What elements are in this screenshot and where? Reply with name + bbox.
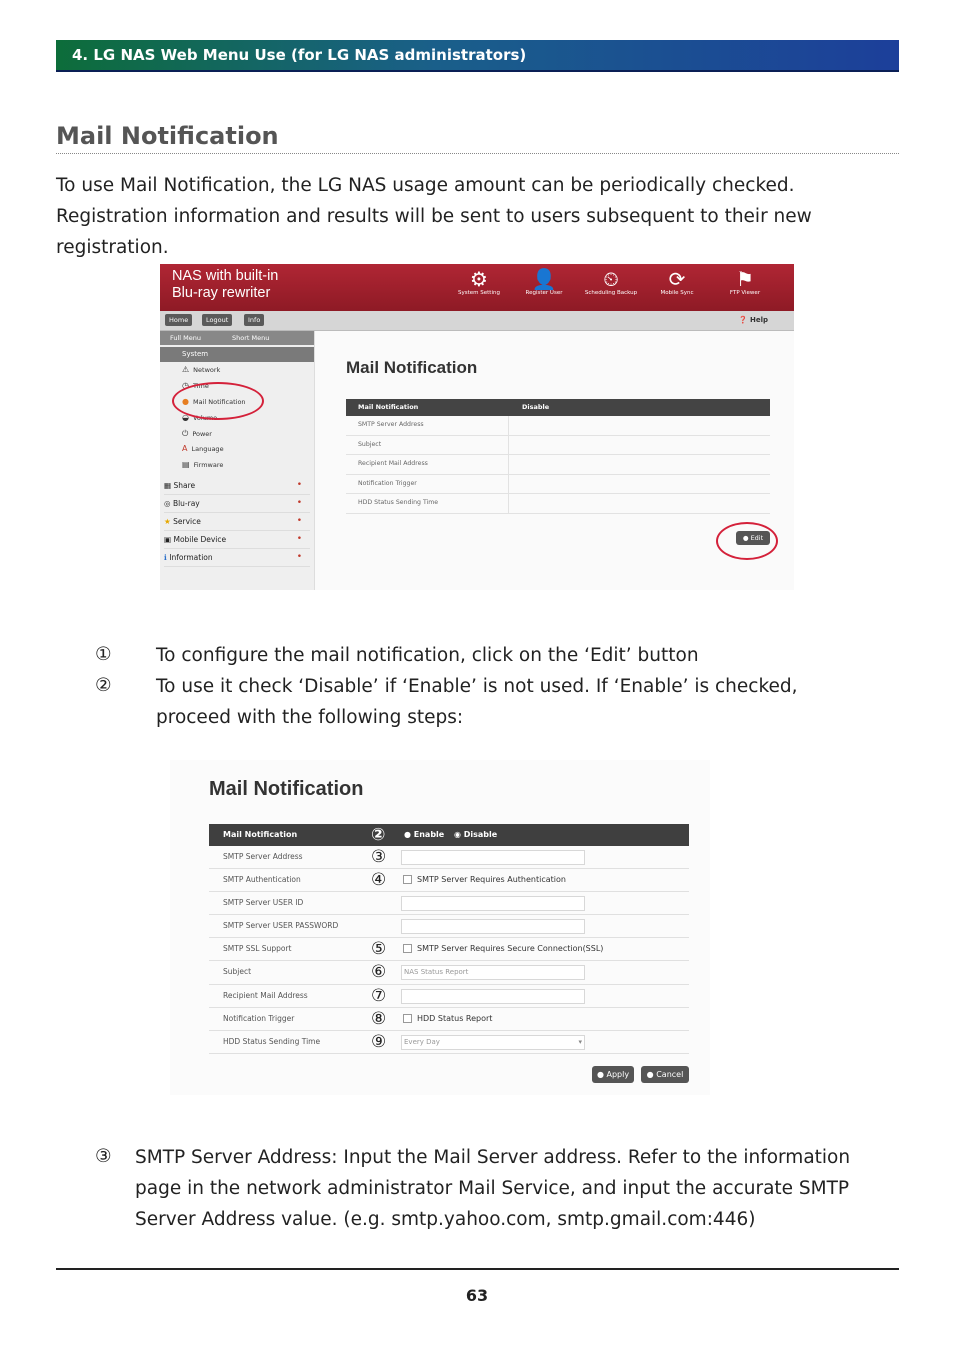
ftp-icon: ⚑: [736, 267, 754, 291]
form-row: SMTP Server USER ID: [209, 892, 689, 915]
recipient-mail-input[interactable]: [401, 989, 585, 1004]
expand-icon: •: [296, 552, 302, 562]
network-icon: ⚠: [182, 365, 190, 374]
nas-brand: NAS with built-in Blu-ray rewriter: [172, 268, 279, 301]
sidebar-item-mail-notification[interactable]: ● Mail Notification: [182, 397, 246, 406]
callout-marker: ③: [371, 847, 387, 867]
sidebar-item-language[interactable]: A Language: [182, 444, 224, 453]
nas-nav-bar: [160, 311, 794, 331]
mail-settings-form: [209, 824, 689, 1054]
sending-time-select[interactable]: Every Day ▾: [401, 1035, 585, 1050]
sidebar-item-mobile-device[interactable]: ▣ Mobile Device •: [164, 531, 310, 549]
section-banner: [56, 40, 899, 72]
page-title: Mail Notification: [56, 122, 279, 150]
device-icon: ▣: [164, 535, 174, 544]
home-link[interactable]: Home: [165, 314, 192, 326]
page-number: 63: [465, 1286, 489, 1305]
menu-tabs: [160, 331, 314, 345]
clock-icon: ◷: [182, 381, 189, 390]
info-icon: ℹ: [164, 553, 170, 562]
sidebar-item-bluray[interactable]: ◎ Blu-ray •: [164, 495, 310, 513]
power-icon: ⏻: [182, 429, 189, 438]
cancel-button[interactable]: ● Cancel: [641, 1066, 689, 1083]
volume-icon: ◒: [182, 413, 189, 422]
sidebar-item-power[interactable]: ⏻ Power: [182, 429, 212, 438]
expand-icon: •: [296, 534, 302, 544]
form-row: Notification Trigger ⑧ HDD Status Report: [209, 1008, 689, 1031]
smtp-server-address-input[interactable]: [401, 850, 585, 865]
apply-button[interactable]: ● Apply: [592, 1066, 634, 1083]
sidebar-item-network[interactable]: ⚠ Network: [182, 365, 221, 374]
step-number: ①: [95, 644, 112, 665]
sidebar-item-share[interactable]: ▦ Share •: [164, 477, 310, 495]
logout-link[interactable]: Logout: [202, 314, 232, 326]
mail-settings-table: [346, 399, 770, 514]
nas-header: [160, 264, 794, 311]
clock-icon: ⏲: [603, 267, 619, 291]
expand-icon: •: [296, 516, 302, 526]
form-row: SMTP Authentication ④ SMTP Server Requires Authentication: [209, 869, 689, 892]
ftp-viewer-button[interactable]: ⚑ FTP Viewer: [716, 268, 774, 296]
sidebar-item-firmware[interactable]: ▤ Firmware: [182, 460, 224, 469]
table-row: Notification Trigger: [346, 475, 770, 495]
system-setting-button[interactable]: ⚙ System Setting: [450, 268, 508, 296]
settings-title: Mail Notification: [209, 778, 364, 800]
language-icon: A: [182, 444, 188, 453]
table-header: Mail Notification Disable: [346, 399, 770, 416]
mail-icon: ●: [182, 397, 189, 406]
disable-radio[interactable]: ◉ Disable: [454, 830, 498, 839]
help-icon: ❓: [738, 316, 750, 324]
step-number: ②: [95, 675, 112, 696]
sidebar-item-time[interactable]: ◷ Time: [182, 381, 209, 390]
edit-button[interactable]: ● Edit: [736, 531, 770, 545]
disc-icon: ◎: [164, 499, 173, 508]
step-number: ③: [95, 1146, 112, 1167]
form-header: Mail Notification ② ● Enable ◉ Disable: [209, 824, 689, 846]
form-row: SMTP Server Address ③: [209, 846, 689, 869]
form-row: Recipient Mail Address ⑦: [209, 985, 689, 1008]
help-link[interactable]: ❓ Help: [738, 316, 768, 324]
step-text: SMTP Server Address: Input the Mail Server address. Refer to the information page in the network administrator Mail Service, and input the accurate SMTP Server Address value. (e.g. smtp.yahoo.com, smtp.gmail.com:446): [135, 1147, 851, 1230]
step-text: To configure the mail notification, click on the ‘Edit’ button: [156, 645, 699, 666]
nas-screenshot-overview: [160, 264, 794, 590]
sidebar-item-volume[interactable]: ◒ Volume: [182, 413, 218, 422]
form-row: HDD Status Sending Time ⑨ Every Day ▾: [209, 1031, 689, 1054]
expand-icon: •: [296, 480, 302, 490]
intro-paragraph: To use Mail Notification, the LG NAS usage amount can be periodically checked. Registration information and results will be sent to users subsequent to their new registration.: [56, 175, 812, 258]
gear-icon: ⚙: [470, 267, 488, 291]
expand-icon: •: [296, 498, 302, 508]
register-user-button[interactable]: 👤 Register User: [515, 268, 573, 296]
smtp-password-input[interactable]: [401, 919, 585, 934]
subject-input[interactable]: NAS Status Report: [401, 965, 585, 980]
star-icon: ★: [164, 517, 174, 526]
firmware-icon: ▤: [182, 460, 190, 469]
form-row: SMTP SSL Support ⑤ SMTP Server Requires Secure Connection(SSL): [209, 938, 689, 961]
smtp-user-id-input[interactable]: [401, 896, 585, 911]
sync-icon: ⟳: [668, 267, 686, 291]
user-icon: 👤: [531, 267, 557, 291]
callout-marker: ②: [371, 825, 386, 845]
title-divider: [56, 153, 899, 154]
scheduling-backup-button[interactable]: ⏲ Scheduling Backup: [582, 268, 640, 296]
tab-full-menu[interactable]: Full Menu: [170, 334, 202, 342]
sidebar-item-system[interactable]: System: [160, 347, 314, 362]
nas-page-title: Mail Notification: [346, 358, 478, 377]
table-row: Recipient Mail Address: [346, 455, 770, 475]
chevron-down-icon: ▾: [578, 1037, 582, 1046]
smtp-ssl-checkbox[interactable]: SMTP Server Requires Secure Connection(SSL): [403, 938, 603, 960]
callout-marker: ⑤: [371, 939, 387, 960]
mobile-sync-button[interactable]: ⟳ Mobile Sync: [648, 268, 706, 296]
tab-short-menu[interactable]: Short Menu: [232, 334, 270, 342]
step-text: To use it check ‘Disable’ if ‘Enable’ is not used. If ‘Enable’ is checked, proceed with the following steps:: [156, 676, 798, 728]
table-row: SMTP Server Address: [346, 416, 770, 436]
table-row: Subject: [346, 436, 770, 456]
sidebar-item-information[interactable]: ℹ Information •: [164, 549, 310, 567]
callout-marker: ⑥: [371, 962, 387, 983]
form-row: SMTP Server USER PASSWORD: [209, 915, 689, 938]
mail-settings-screenshot: [170, 760, 710, 1095]
smtp-auth-checkbox[interactable]: SMTP Server Requires Authentication: [403, 869, 566, 891]
sidebar-item-service[interactable]: ★ Service •: [164, 513, 310, 531]
enable-radio[interactable]: ● Enable: [404, 830, 445, 839]
section-label: 4. LG NAS Web Menu Use (for LG NAS administrators): [72, 46, 527, 64]
callout-marker: ⑧: [371, 1008, 387, 1029]
footer-divider: [56, 1268, 899, 1270]
table-row: HDD Status Sending Time: [346, 494, 770, 514]
highlight-circle: [716, 522, 778, 560]
info-link[interactable]: Info: [244, 314, 264, 326]
highlight-circle: [172, 382, 264, 420]
callout-marker: ⑦: [371, 985, 387, 1006]
callout-marker: ④: [371, 870, 387, 891]
hdd-status-report-checkbox[interactable]: HDD Status Report: [403, 1008, 492, 1030]
nas-sidebar: [160, 331, 315, 590]
callout-marker: ⑨: [371, 1031, 387, 1052]
share-icon: ▦: [164, 481, 174, 490]
form-row: Subject ⑥ NAS Status Report: [209, 961, 689, 984]
